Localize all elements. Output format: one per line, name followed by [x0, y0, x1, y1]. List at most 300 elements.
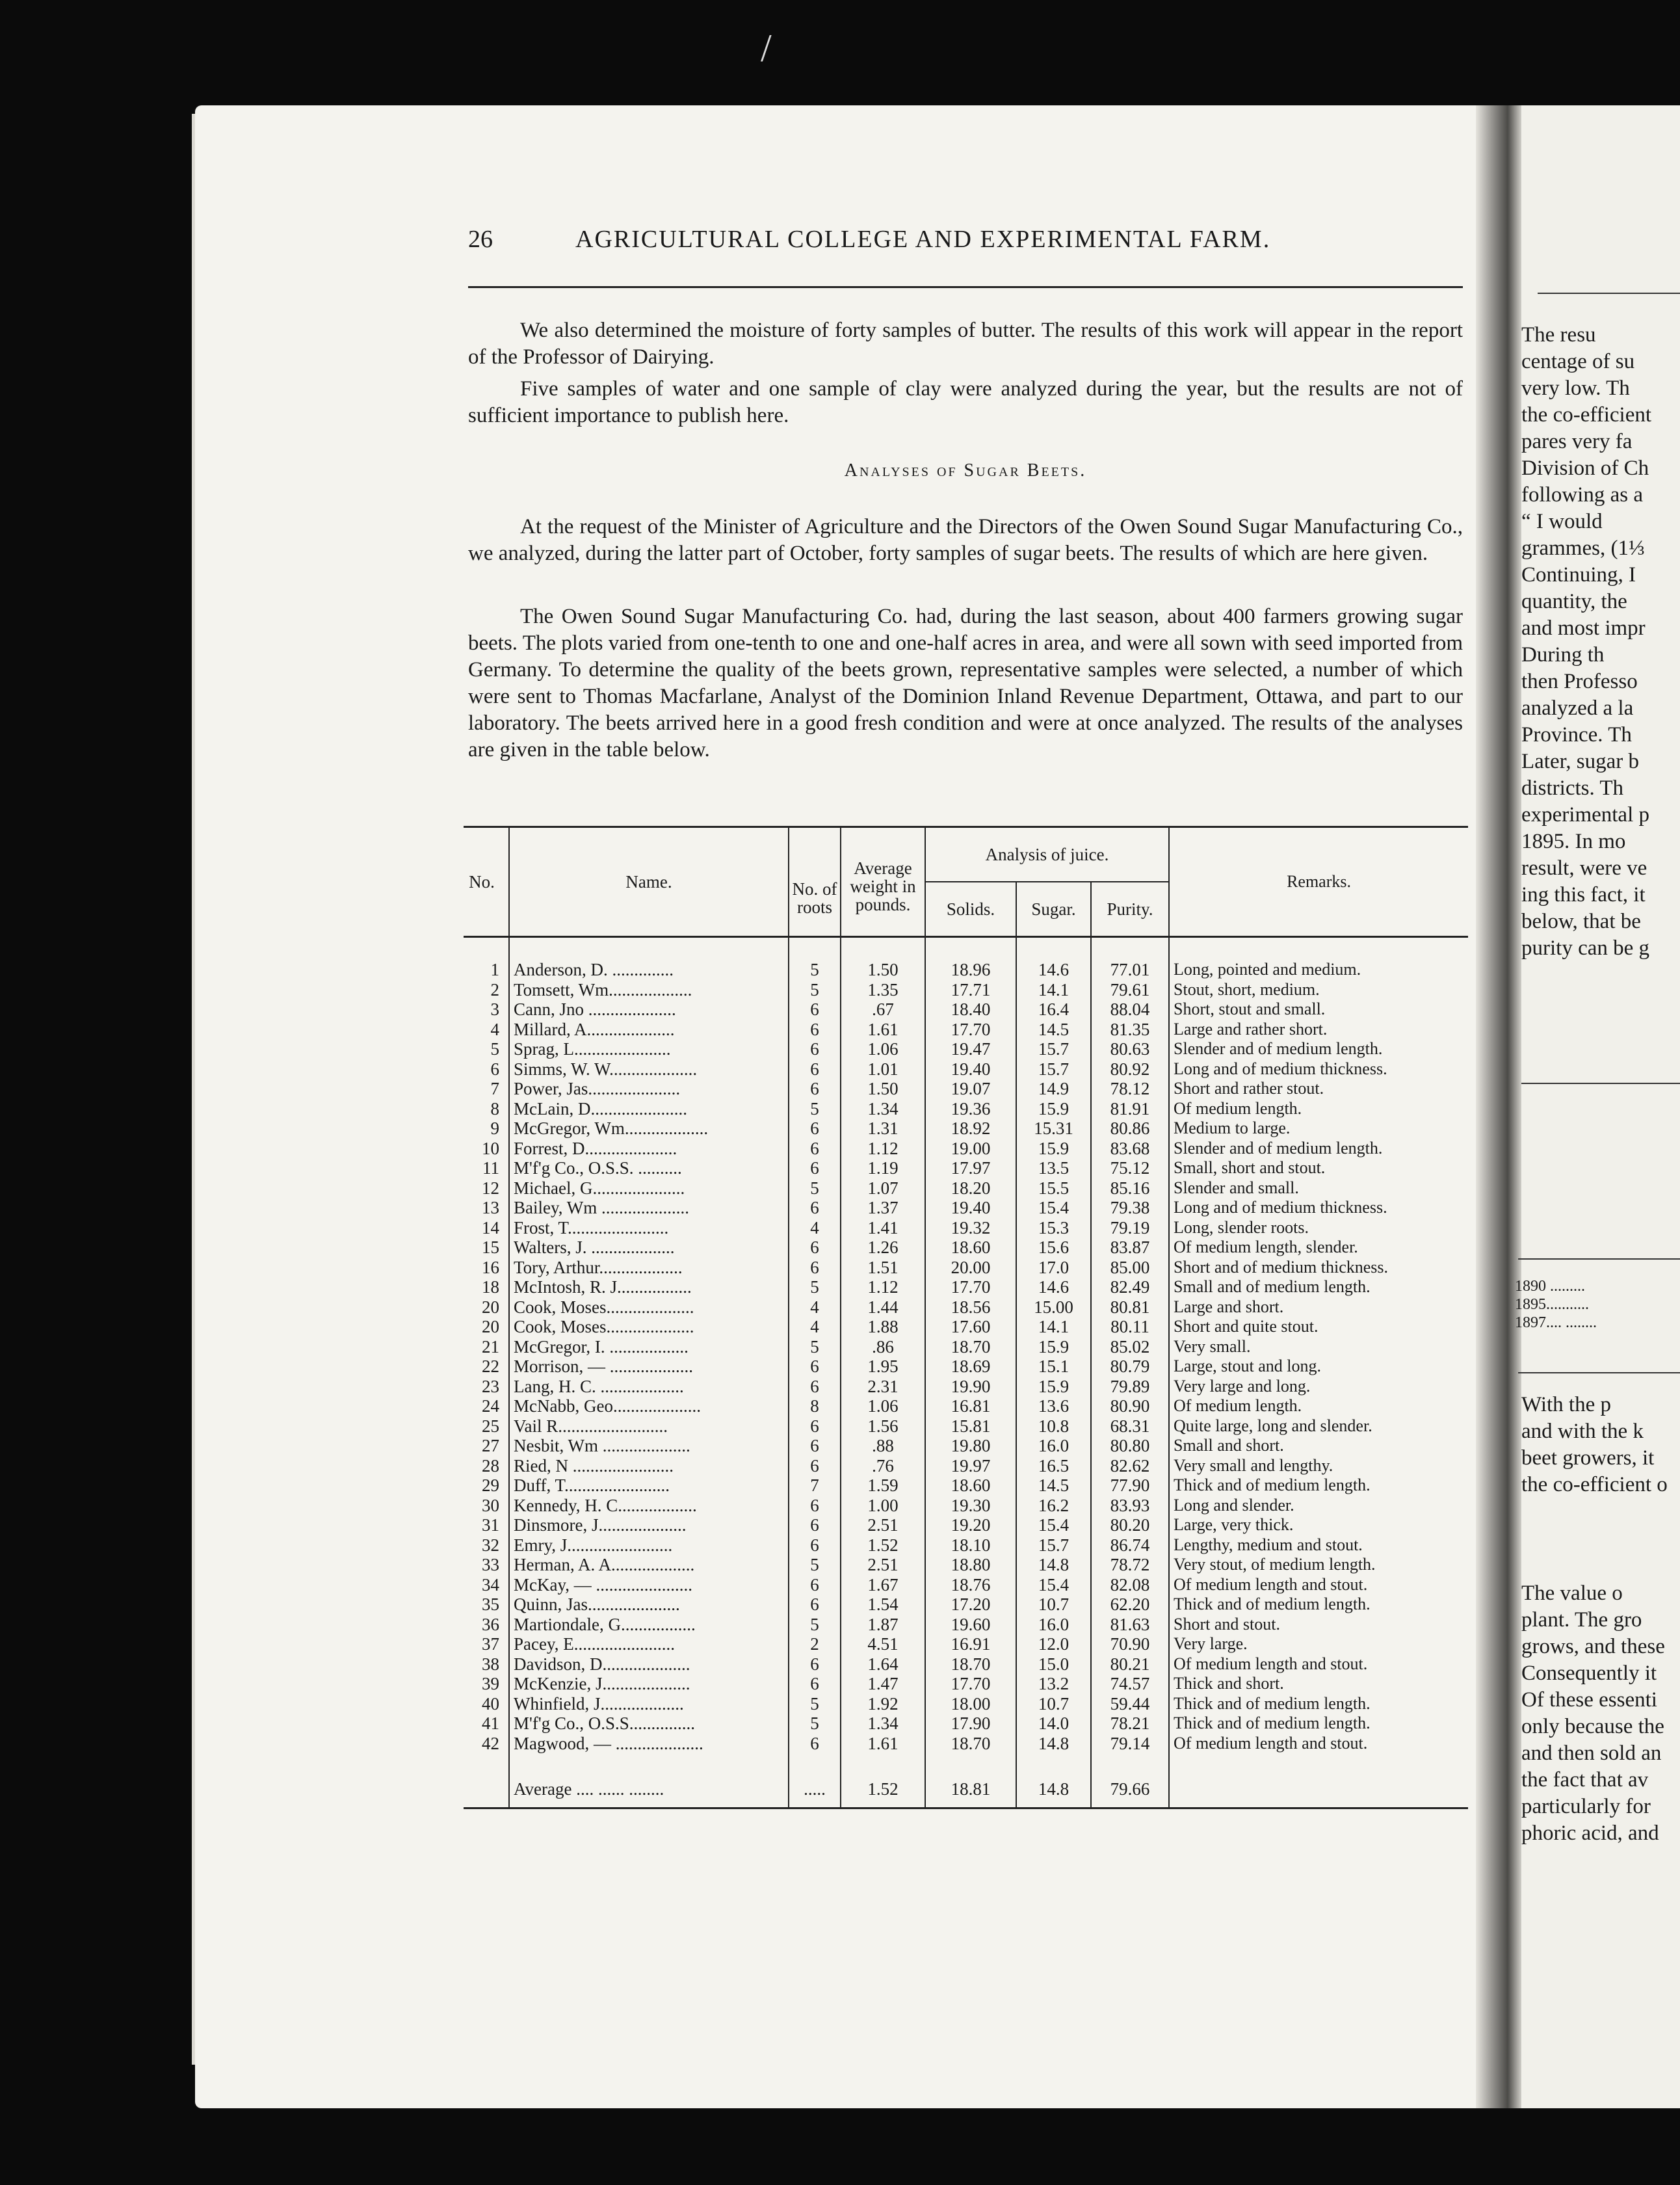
facing-line: quantity, the	[1521, 590, 1627, 613]
row-solids: 17.90	[925, 1714, 1016, 1734]
row-name: Cook, Moses....................	[509, 1317, 789, 1337]
row-roots: 4	[789, 1218, 841, 1238]
row-remarks: Long and of medium thickness.	[1169, 1198, 1468, 1218]
table-row	[464, 1555, 1468, 1575]
row-roots: 4	[789, 1297, 841, 1318]
row-purity: 78.12	[1091, 1079, 1169, 1099]
row-name: McIntosh, R. J.................	[509, 1277, 789, 1297]
row-number: 12	[482, 1178, 499, 1198]
row-weight: 1.64	[841, 1654, 925, 1675]
row-remarks: Short and of medium thickness.	[1169, 1258, 1468, 1278]
row-weight: 1.07	[841, 1178, 925, 1198]
row-roots: 5	[789, 1099, 841, 1119]
row-remarks: Long, pointed and medium.	[1169, 960, 1468, 980]
row-remarks: Of medium length and stout.	[1169, 1734, 1468, 1754]
row-remarks: Large and rather short.	[1169, 1020, 1468, 1040]
row-weight: 2.51	[841, 1555, 925, 1575]
table-row	[464, 1416, 1468, 1437]
section-heading: Analyses of Sugar Beets.	[844, 460, 1087, 481]
row-weight: .88	[841, 1436, 925, 1456]
row-weight: 1.54	[841, 1595, 925, 1615]
running-title: AGRICULTURAL COLLEGE AND EXPERIMENTAL FARM.	[575, 226, 1271, 253]
row-purity: 77.01	[1091, 960, 1169, 980]
row-weight: 1.26	[841, 1238, 925, 1258]
row-solids: 19.40	[925, 1059, 1016, 1079]
row-solids: 18.96	[925, 960, 1016, 980]
row-weight: 1.61	[841, 1734, 925, 1754]
row-remarks: Long and of medium thickness.	[1169, 1059, 1468, 1079]
row-solids: 18.20	[925, 1178, 1016, 1198]
row-number: 8	[490, 1098, 499, 1119]
row-name: Kennedy, H. C..................	[509, 1496, 789, 1516]
table-row	[464, 1198, 1468, 1218]
row-weight: 1.35	[841, 980, 925, 1000]
table-row	[464, 1535, 1468, 1556]
row-remarks: Very large and long.	[1169, 1377, 1468, 1397]
header-roots: No. of roots	[789, 827, 841, 937]
row-weight: 1.06	[841, 1039, 925, 1059]
row-solids: 16.81	[925, 1396, 1016, 1416]
row-sugar: 10.8	[1016, 1416, 1091, 1437]
average-solids: 18.81	[925, 1773, 1016, 1808]
row-name: Simms, W. W....................	[509, 1059, 789, 1079]
row-roots: 6	[789, 1039, 841, 1059]
row-solids: 17.70	[925, 1277, 1016, 1297]
facing-line: Later, sugar b	[1521, 750, 1640, 773]
row-name: Walters, J. ...................	[509, 1238, 789, 1258]
row-name: Frost, T.......................	[509, 1218, 789, 1238]
row-remarks: Slender and of medium length.	[1169, 1139, 1468, 1159]
row-number: 25	[482, 1416, 499, 1436]
row-roots: 5	[789, 1615, 841, 1635]
facing-line: Province. Th	[1521, 723, 1632, 747]
row-weight: 1.01	[841, 1059, 925, 1079]
row-solids: 19.97	[925, 1456, 1016, 1476]
row-solids: 18.76	[925, 1575, 1016, 1595]
facing-rule-lower	[1518, 1372, 1680, 1373]
facing-line: centage of su	[1521, 350, 1635, 373]
average-sugar: 14.8	[1016, 1773, 1091, 1808]
facing-line: Of these essenti	[1521, 1688, 1657, 1712]
table-row	[464, 960, 1468, 980]
row-purity: 80.21	[1091, 1654, 1169, 1675]
paragraph-request: At the request of the Minister of Agriculture and the Directors of the Owen Sound Sugar Manufacturing Co., we analyzed, during the latter part of October, forty samples of sugar beets. The results of which are here given.	[468, 515, 1463, 565]
row-purity: 85.00	[1091, 1258, 1169, 1278]
facing-line: Consequently it	[1521, 1662, 1657, 1685]
row-sugar: 15.4	[1016, 1575, 1091, 1595]
row-sugar: 15.4	[1016, 1515, 1091, 1535]
table-row	[464, 1436, 1468, 1456]
row-roots: 6	[789, 1496, 841, 1516]
row-sugar: 12.0	[1016, 1634, 1091, 1654]
facing-line: the co-efficient	[1521, 403, 1652, 427]
row-sugar: 16.0	[1016, 1615, 1091, 1635]
row-name: Vail R.........................	[509, 1416, 789, 1437]
row-roots: 6	[789, 1674, 841, 1694]
row-remarks: Large, stout and long.	[1169, 1357, 1468, 1377]
row-solids: 18.69	[925, 1357, 1016, 1377]
row-solids: 19.47	[925, 1039, 1016, 1059]
row-number: 21	[482, 1336, 499, 1357]
row-weight: 1.50	[841, 960, 925, 980]
table-row	[464, 1496, 1468, 1516]
table-row	[464, 1059, 1468, 1079]
row-number: 15	[482, 1238, 499, 1257]
row-weight: 1.51	[841, 1258, 925, 1278]
row-weight: 1.50	[841, 1079, 925, 1099]
row-remarks: Thick and of medium length.	[1169, 1476, 1468, 1496]
row-number: 11	[482, 1158, 499, 1178]
row-name: Emry, J........................	[509, 1535, 789, 1556]
row-solids: 20.00	[925, 1258, 1016, 1278]
facing-line: and with the k	[1521, 1420, 1644, 1443]
row-sugar: 15.7	[1016, 1059, 1091, 1079]
row-roots: 6	[789, 1020, 841, 1040]
row-remarks: Thick and of medium length.	[1169, 1595, 1468, 1615]
row-weight: 1.12	[841, 1139, 925, 1159]
paragraph-butter: We also determined the moisture of forty samples of butter. The results of this work will appear in the report of the Professor of Dairying.	[468, 319, 1463, 369]
table-row	[464, 1039, 1468, 1059]
row-roots: 2	[789, 1634, 841, 1654]
row-roots: 6	[789, 1198, 841, 1218]
row-name: Quinn, Jas.....................	[509, 1595, 789, 1615]
row-name: Magwood, — ....................	[509, 1734, 789, 1754]
row-name: McLain, D......................	[509, 1099, 789, 1119]
row-sugar: 15.3	[1016, 1218, 1091, 1238]
row-weight: 1.31	[841, 1119, 925, 1139]
row-solids: 19.30	[925, 1496, 1016, 1516]
facing-line: following as a	[1521, 483, 1643, 507]
facing-line: only because the	[1521, 1715, 1664, 1738]
row-roots: 5	[789, 1178, 841, 1198]
row-name: Whinfield, J...................	[509, 1694, 789, 1714]
row-weight: 1.34	[841, 1099, 925, 1119]
row-solids: 17.20	[925, 1595, 1016, 1615]
row-sugar: 15.4	[1016, 1198, 1091, 1218]
row-remarks: Very stout, of medium length.	[1169, 1555, 1468, 1575]
row-number: 34	[482, 1574, 499, 1595]
row-remarks: Stout, short, medium.	[1169, 980, 1468, 1000]
row-sugar: 10.7	[1016, 1694, 1091, 1714]
row-purity: 82.49	[1091, 1277, 1169, 1297]
table-row	[464, 1396, 1468, 1416]
row-number: 2	[490, 979, 499, 1000]
row-weight: 1.52	[841, 1535, 925, 1556]
table-row	[464, 1634, 1468, 1654]
table-row	[464, 1337, 1468, 1357]
table-row	[464, 1158, 1468, 1178]
row-purity: 80.63	[1091, 1039, 1169, 1059]
row-name: Cook, Moses....................	[509, 1297, 789, 1318]
header-sugar: Sugar.	[1016, 882, 1091, 937]
facing-line: The value o	[1521, 1582, 1623, 1605]
facing-line: below, that be	[1521, 910, 1641, 933]
row-weight: 4.51	[841, 1634, 925, 1654]
row-roots: 7	[789, 1476, 841, 1496]
row-remarks: Short, stout and small.	[1169, 1000, 1468, 1020]
row-sugar: 14.0	[1016, 1714, 1091, 1734]
row-weight: 1.61	[841, 1020, 925, 1040]
row-purity: 79.14	[1091, 1734, 1169, 1754]
row-purity: 79.89	[1091, 1377, 1169, 1397]
row-sugar: 14.6	[1016, 960, 1091, 980]
row-solids: 18.70	[925, 1734, 1016, 1754]
row-roots: 6	[789, 1377, 841, 1397]
row-number: 18	[482, 1277, 499, 1297]
facing-line: 1890 .........	[1515, 1278, 1585, 1295]
row-purity: 80.86	[1091, 1119, 1169, 1139]
row-remarks: Of medium length.	[1169, 1396, 1468, 1416]
table-row	[464, 1377, 1468, 1397]
row-purity: 85.16	[1091, 1178, 1169, 1198]
row-purity: 79.19	[1091, 1218, 1169, 1238]
row-name: Anderson, D. ..............	[509, 960, 789, 980]
row-purity: 80.79	[1091, 1357, 1169, 1377]
facing-line: the fact that av	[1521, 1768, 1649, 1792]
row-weight: .86	[841, 1337, 925, 1357]
row-name: Millard, A....................	[509, 1020, 789, 1040]
table-row	[464, 1119, 1468, 1139]
row-sugar: 10.7	[1016, 1595, 1091, 1615]
row-remarks: Short and quite stout.	[1169, 1317, 1468, 1337]
row-roots: 6	[789, 1357, 841, 1377]
row-name: M'f'g Co., O.S.S...............	[509, 1714, 789, 1734]
table-row	[464, 1238, 1468, 1258]
table-row	[464, 1714, 1468, 1734]
row-number: 9	[490, 1119, 499, 1138]
facing-line: Continuing, I	[1521, 563, 1636, 587]
facing-line: the co-efficient o	[1521, 1473, 1668, 1496]
row-number: 24	[482, 1396, 499, 1416]
header-remarks: Remarks.	[1169, 827, 1468, 937]
facing-line: analyzed a la	[1521, 696, 1634, 720]
row-name: McNabb, Geo....................	[509, 1396, 789, 1416]
row-purity: 78.21	[1091, 1714, 1169, 1734]
row-purity: 80.90	[1091, 1396, 1169, 1416]
table-row	[464, 1317, 1468, 1337]
row-name: McGregor, Wm...................	[509, 1119, 789, 1139]
row-roots: 6	[789, 1456, 841, 1476]
row-weight: 1.95	[841, 1357, 925, 1377]
row-sugar: 16.0	[1016, 1436, 1091, 1456]
table-row	[464, 1456, 1468, 1476]
row-sugar: 15.0	[1016, 1654, 1091, 1675]
row-number: 5	[490, 1039, 499, 1059]
header-purity: Purity.	[1091, 882, 1169, 937]
row-solids: 18.60	[925, 1238, 1016, 1258]
row-solids: 19.90	[925, 1377, 1016, 1397]
table-row	[464, 1674, 1468, 1694]
sugar-beet-table	[464, 826, 1468, 1812]
row-number: 6	[490, 1059, 499, 1079]
row-roots: 6	[789, 1139, 841, 1159]
row-sugar: 14.1	[1016, 980, 1091, 1000]
row-purity: 80.20	[1091, 1515, 1169, 1535]
row-solids: 17.97	[925, 1158, 1016, 1178]
row-purity: 81.35	[1091, 1020, 1169, 1040]
row-roots: 4	[789, 1317, 841, 1337]
header-juice: Analysis of juice.	[925, 827, 1169, 882]
row-number: 23	[482, 1376, 499, 1396]
row-sugar: 15.7	[1016, 1039, 1091, 1059]
table-row	[464, 1476, 1468, 1496]
row-number: 10	[482, 1138, 499, 1158]
row-remarks: Very large.	[1169, 1634, 1468, 1654]
row-number: 36	[482, 1614, 499, 1634]
row-remarks: Large, very thick.	[1169, 1515, 1468, 1535]
table-row	[464, 980, 1468, 1000]
average-row	[464, 1773, 1468, 1808]
row-purity: 86.74	[1091, 1535, 1169, 1556]
row-remarks: Thick and of medium length.	[1169, 1694, 1468, 1714]
row-weight: 2.31	[841, 1377, 925, 1397]
row-solids: 18.70	[925, 1654, 1016, 1675]
table-row	[464, 1020, 1468, 1040]
row-roots: 6	[789, 1119, 841, 1139]
row-solids: 18.40	[925, 1000, 1016, 1020]
row-sugar: 13.2	[1016, 1674, 1091, 1694]
row-name: Pacey, E.......................	[509, 1634, 789, 1654]
average-weight: 1.52	[841, 1773, 925, 1808]
row-sugar: 15.00	[1016, 1297, 1091, 1318]
row-roots: 5	[789, 1555, 841, 1575]
row-name: McKenzie, J....................	[509, 1674, 789, 1694]
row-name: Herman, A. A...................	[509, 1555, 789, 1575]
row-purity: 80.92	[1091, 1059, 1169, 1079]
paragraph-water-clay: Five samples of water and one sample of clay were analyzed during the year, but the results are not of sufficient importance to publish here.	[468, 377, 1463, 427]
row-sugar: 15.1	[1016, 1357, 1091, 1377]
row-name: Power, Jas.....................	[509, 1079, 789, 1099]
row-name: Sprag, L......................	[509, 1039, 789, 1059]
row-weight: .76	[841, 1456, 925, 1476]
row-remarks: Very small.	[1169, 1337, 1468, 1357]
row-remarks: Thick and short.	[1169, 1674, 1468, 1694]
header-solids: Solids.	[925, 882, 1016, 937]
row-sugar: 15.9	[1016, 1099, 1091, 1119]
facing-line: The resu	[1521, 323, 1596, 347]
table-row	[464, 1258, 1468, 1278]
row-roots: 6	[789, 1515, 841, 1535]
row-number: 13	[482, 1198, 499, 1217]
row-remarks: Slender and small.	[1169, 1178, 1468, 1198]
table-row	[464, 1357, 1468, 1377]
row-solids: 17.71	[925, 980, 1016, 1000]
row-number: 35	[482, 1595, 499, 1614]
table-row	[464, 1734, 1468, 1754]
row-purity: 81.63	[1091, 1615, 1169, 1635]
row-roots: 6	[789, 1158, 841, 1178]
row-solids: 19.40	[925, 1198, 1016, 1218]
row-solids: 17.60	[925, 1317, 1016, 1337]
row-sugar: 13.5	[1016, 1158, 1091, 1178]
row-remarks: Very small and lengthy.	[1169, 1456, 1468, 1476]
row-roots: 5	[789, 960, 841, 980]
row-name: Tomsett, Wm...................	[509, 980, 789, 1000]
row-sugar: 14.5	[1016, 1476, 1091, 1496]
row-name: Forrest, D.....................	[509, 1139, 789, 1159]
row-remarks: Lengthy, medium and stout.	[1169, 1535, 1468, 1556]
row-remarks: Medium to large.	[1169, 1119, 1468, 1139]
row-sugar: 15.6	[1016, 1238, 1091, 1258]
row-weight: 1.41	[841, 1218, 925, 1238]
row-sugar: 16.4	[1016, 1000, 1091, 1020]
row-roots: 5	[789, 1694, 841, 1714]
row-name: Duff, T........................	[509, 1476, 789, 1496]
row-weight: 1.56	[841, 1416, 925, 1437]
row-name: Martiondale, G.................	[509, 1615, 789, 1635]
row-remarks: Short and rather stout.	[1169, 1079, 1468, 1099]
row-name: Morrison, — ...................	[509, 1357, 789, 1377]
row-solids: 18.70	[925, 1337, 1016, 1357]
row-purity: 83.87	[1091, 1238, 1169, 1258]
row-solids: 18.80	[925, 1555, 1016, 1575]
row-solids: 19.32	[925, 1218, 1016, 1238]
row-roots: 6	[789, 1059, 841, 1079]
row-number: 16	[482, 1257, 499, 1277]
row-remarks: Long and slender.	[1169, 1496, 1468, 1516]
row-remarks: Of medium length, slender.	[1169, 1238, 1468, 1258]
table-row	[464, 1515, 1468, 1535]
row-number: 3	[490, 1000, 499, 1019]
row-solids: 19.00	[925, 1139, 1016, 1159]
row-name: McKay, — ......................	[509, 1575, 789, 1595]
table-row	[464, 1178, 1468, 1198]
row-number: 33	[482, 1555, 499, 1574]
row-purity: 78.72	[1091, 1555, 1169, 1575]
row-purity: 74.57	[1091, 1674, 1169, 1694]
row-number: 7	[490, 1079, 499, 1098]
row-sugar: 15.9	[1016, 1139, 1091, 1159]
facing-line: “ I would	[1521, 510, 1603, 533]
facing-line: With the p	[1521, 1393, 1611, 1416]
row-weight: 1.67	[841, 1575, 925, 1595]
row-roots: 5	[789, 1337, 841, 1357]
row-sugar: 14.8	[1016, 1555, 1091, 1575]
row-sugar: 13.6	[1016, 1396, 1091, 1416]
row-solids: 18.10	[925, 1535, 1016, 1556]
row-sugar: 15.9	[1016, 1377, 1091, 1397]
row-solids: 19.07	[925, 1079, 1016, 1099]
book-gutter	[1476, 105, 1521, 2108]
row-name: M'f'g Co., O.S.S. ..........	[509, 1158, 789, 1178]
row-purity: 81.91	[1091, 1099, 1169, 1119]
row-roots: 6	[789, 1416, 841, 1437]
row-sugar: 14.8	[1016, 1734, 1091, 1754]
facing-line: result, were ve	[1521, 856, 1647, 880]
row-roots: 6	[789, 1079, 841, 1099]
row-solids: 18.92	[925, 1119, 1016, 1139]
page-number: 26	[468, 226, 493, 253]
row-name: Ried, N .......................	[509, 1456, 789, 1476]
row-number: 1	[490, 960, 499, 979]
row-solids: 19.36	[925, 1099, 1016, 1119]
row-weight: 1.06	[841, 1396, 925, 1416]
row-sugar: 15.9	[1016, 1337, 1091, 1357]
row-weight: 1.34	[841, 1714, 925, 1734]
row-solids: 18.00	[925, 1694, 1016, 1714]
table-row	[464, 1595, 1468, 1615]
facing-line: then Professo	[1521, 670, 1638, 693]
row-sugar: 14.1	[1016, 1317, 1091, 1337]
row-purity: 83.93	[1091, 1496, 1169, 1516]
table-body	[464, 960, 1468, 1753]
row-remarks: Long, slender roots.	[1169, 1218, 1468, 1238]
row-purity: 82.08	[1091, 1575, 1169, 1595]
table-row	[464, 1615, 1468, 1635]
row-purity: 70.90	[1091, 1634, 1169, 1654]
row-purity: 79.38	[1091, 1198, 1169, 1218]
facing-table-rule	[1518, 1258, 1680, 1260]
